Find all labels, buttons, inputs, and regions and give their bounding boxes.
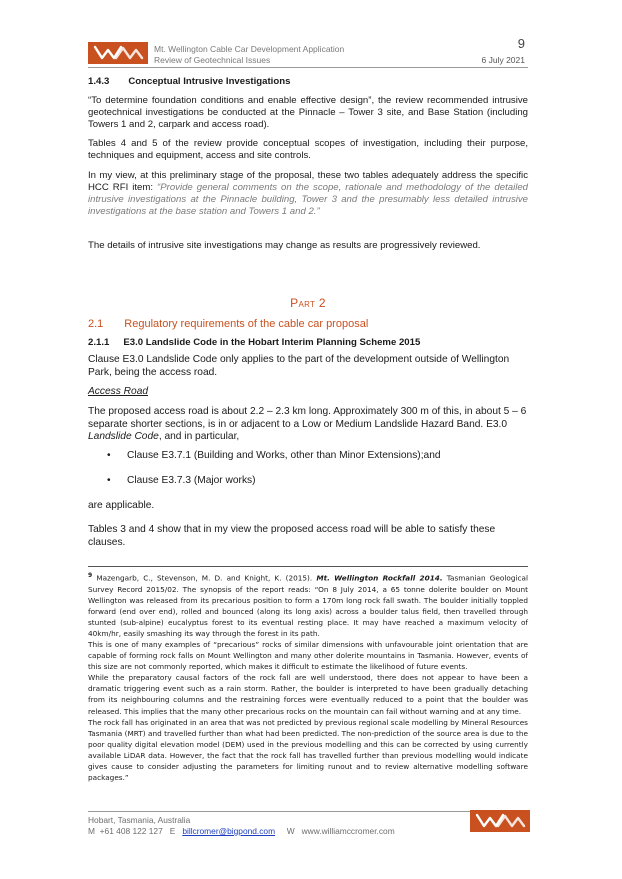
- part-word: Part: [290, 296, 316, 310]
- paragraph-applicable: are applicable.: [88, 500, 155, 511]
- part-numeral: 2: [318, 296, 326, 310]
- footnote: [88, 570, 528, 783]
- web-label: W: [286, 826, 295, 836]
- paragraph-rfi: [88, 170, 528, 218]
- footnote-paragraph: While the preparatory causal factors of the rock fall are well understood, there does not appear to have been a dramatic triggering event such as a rain storm. Rather, the boulder is interpreted to have been gradually detaching from its neighbouring columns and the restraining forces were eventually reduced to a point that the boulder was released. This implies that the many other precarious rocks on the mountain can fail without warning and at any time.: [88, 673, 528, 716]
- access-road-heading: Access Road: [88, 386, 149, 397]
- header-date: 6 July 2021: [481, 55, 525, 65]
- citation-authors: Mazengarb, C., Stevenson, M. D. and Knight, K. (2015).: [96, 573, 317, 583]
- footer-divider: [88, 811, 528, 812]
- email-link[interactable]: billcromer@bigpond.com: [182, 826, 276, 836]
- footnote-citation: [88, 570, 528, 639]
- paragraph-access-road: [88, 406, 528, 444]
- section-number: 1.4.3: [88, 76, 110, 87]
- mobile-number: +61 408 122 127: [99, 826, 163, 836]
- footer-logo-icon: [470, 810, 530, 832]
- email-label: E: [169, 826, 176, 836]
- footer-location: Hobart, Tasmania, Australia: [88, 815, 191, 825]
- section-title: Conceptual Intrusive Investigations: [128, 76, 291, 87]
- section-number: 2.1.1: [88, 337, 110, 348]
- page-number: 9: [517, 36, 525, 51]
- paragraph-rfi-lead: In my view, at this preliminary stage of the proposal, these two tables adequately address the specific HCC RFI item:: [88, 170, 528, 193]
- bullet-item: Clause E3.7.3 (Major works): [127, 475, 256, 486]
- footer-contact: [88, 815, 395, 837]
- section-title: E3.0 Landslide Code in the Hobart Interim Planning Scheme 2015: [123, 337, 421, 348]
- footnote-divider: [88, 566, 528, 567]
- paragraph-details: The details of intrusive site investigations may change as results are progressively reviewed.: [88, 240, 481, 251]
- landslide-code-term: Landslide Code: [88, 431, 159, 443]
- footnote-paragraph: The rock fall has originated in an area that was not predicted by previous regional scale modelling by Mineral Resources Tasmania (MRT) and travelled further than what had been predicted. The non-prediction of the source area is due to the poor quality digital elevation model (DEM) used in the previous modelling and this can be corrected by using currently available LiDAR data. However, the fact that the rock fall has travelled further than previous modelling would indicate gives cause to consider adjusting the parameters for limiting runout and to review alternative modelling software packages.”: [88, 717, 528, 783]
- company-logo-icon: [88, 42, 148, 64]
- paragraph-landslide-code: Clause E3.0 Landslide Code only applies to the part of the development outside of Wellington Park, being the access road.: [88, 354, 510, 378]
- access-road-text: The proposed access road is about 2.2 – 2.3 km long. Approximately 300 m of this, in about 5 – 6 separate shorter sections, is in or adjacent to a Low or Medium Landslide Hazard Band. E3.0: [88, 406, 527, 430]
- section-2-1-1-heading: [88, 337, 420, 348]
- paragraph-recommendation: “To determine foundation conditions and enable effective design”, the review recommended intrusive geotechnical investigations be conducted at the Pinnacle – Tower 3 site, and Base Station (including Towers 1 and 2, carpark and access road).: [88, 95, 528, 130]
- header-document-title: [154, 44, 344, 66]
- citation-title: Mt. Wellington Rockfall 2014.: [316, 573, 443, 583]
- section-title: Regulatory requirements of the cable car proposal: [124, 318, 369, 330]
- header-subtitle-line: Review of Geotechnical Issues: [154, 55, 271, 65]
- part-heading: [270, 296, 346, 310]
- rfi-quote: “Provide general comments on the scope, rationale and methodology of the detailed intrusive investigations at the Pinnacle building, Tower 3 and the presumably less detailed intrusive investigations at the base station and Towers 1 and 2.”: [88, 182, 528, 217]
- access-road-text-end: , and in particular,: [158, 431, 240, 443]
- section-1-4-3-heading: [88, 76, 290, 87]
- footer-contact-line: [88, 826, 395, 837]
- website-link[interactable]: www.williamccromer.com: [301, 826, 395, 836]
- bullet-item: Clause E3.7.1 (Building and Works, other than Minor Extensions);and: [127, 450, 441, 461]
- paragraph-tables: Tables 4 and 5 of the review provide conceptual scopes of investigation, including their purpose, techniques and equipment, access and site controls.: [88, 138, 528, 161]
- paragraph-conclusion: Tables 3 and 4 show that in my view the proposed access road will be able to satisfy these clauses.: [88, 524, 496, 548]
- mobile-label: M: [88, 826, 95, 836]
- section-number: 2.1: [88, 318, 104, 330]
- citation-synopsis: Tasmanian Geological Survey Record 2015/02. The synopsis of the report reads: “On 8 July 2014, a 65 tonne dolerite boulder on Mount Wellington was released from its precarious position to form a 170m long rock fall swath. The boulder initially toppled forward (end over end), rolled and bounced (along its long axis) across a boulder talus field, then travelled through stunted (sub-alpine) eucalyptus forest to its eventual resting place. It may have reached a maximum velocity of 40km/hr, easily smashing its way through the forest in its path.: [88, 573, 528, 638]
- section-2-1-heading: [88, 318, 368, 330]
- footnote-marker: 9: [88, 572, 93, 579]
- header-divider: [88, 67, 528, 68]
- bullet-dot-icon: •: [107, 475, 111, 486]
- bullet-dot-icon: •: [107, 450, 111, 461]
- footnote-paragraph: This is one of many examples of “precarious” rocks of similar dimensions with unfavourable joint orientation that are capable of forming rock falls on Mount Wellington and many other dolerite mountains in Tasmania. However, events of this size are not commonly reported, which makes it difficult to estimate the likelihood of future events.: [88, 639, 528, 672]
- header-title-line: Mt. Wellington Cable Car Development Application: [154, 44, 345, 54]
